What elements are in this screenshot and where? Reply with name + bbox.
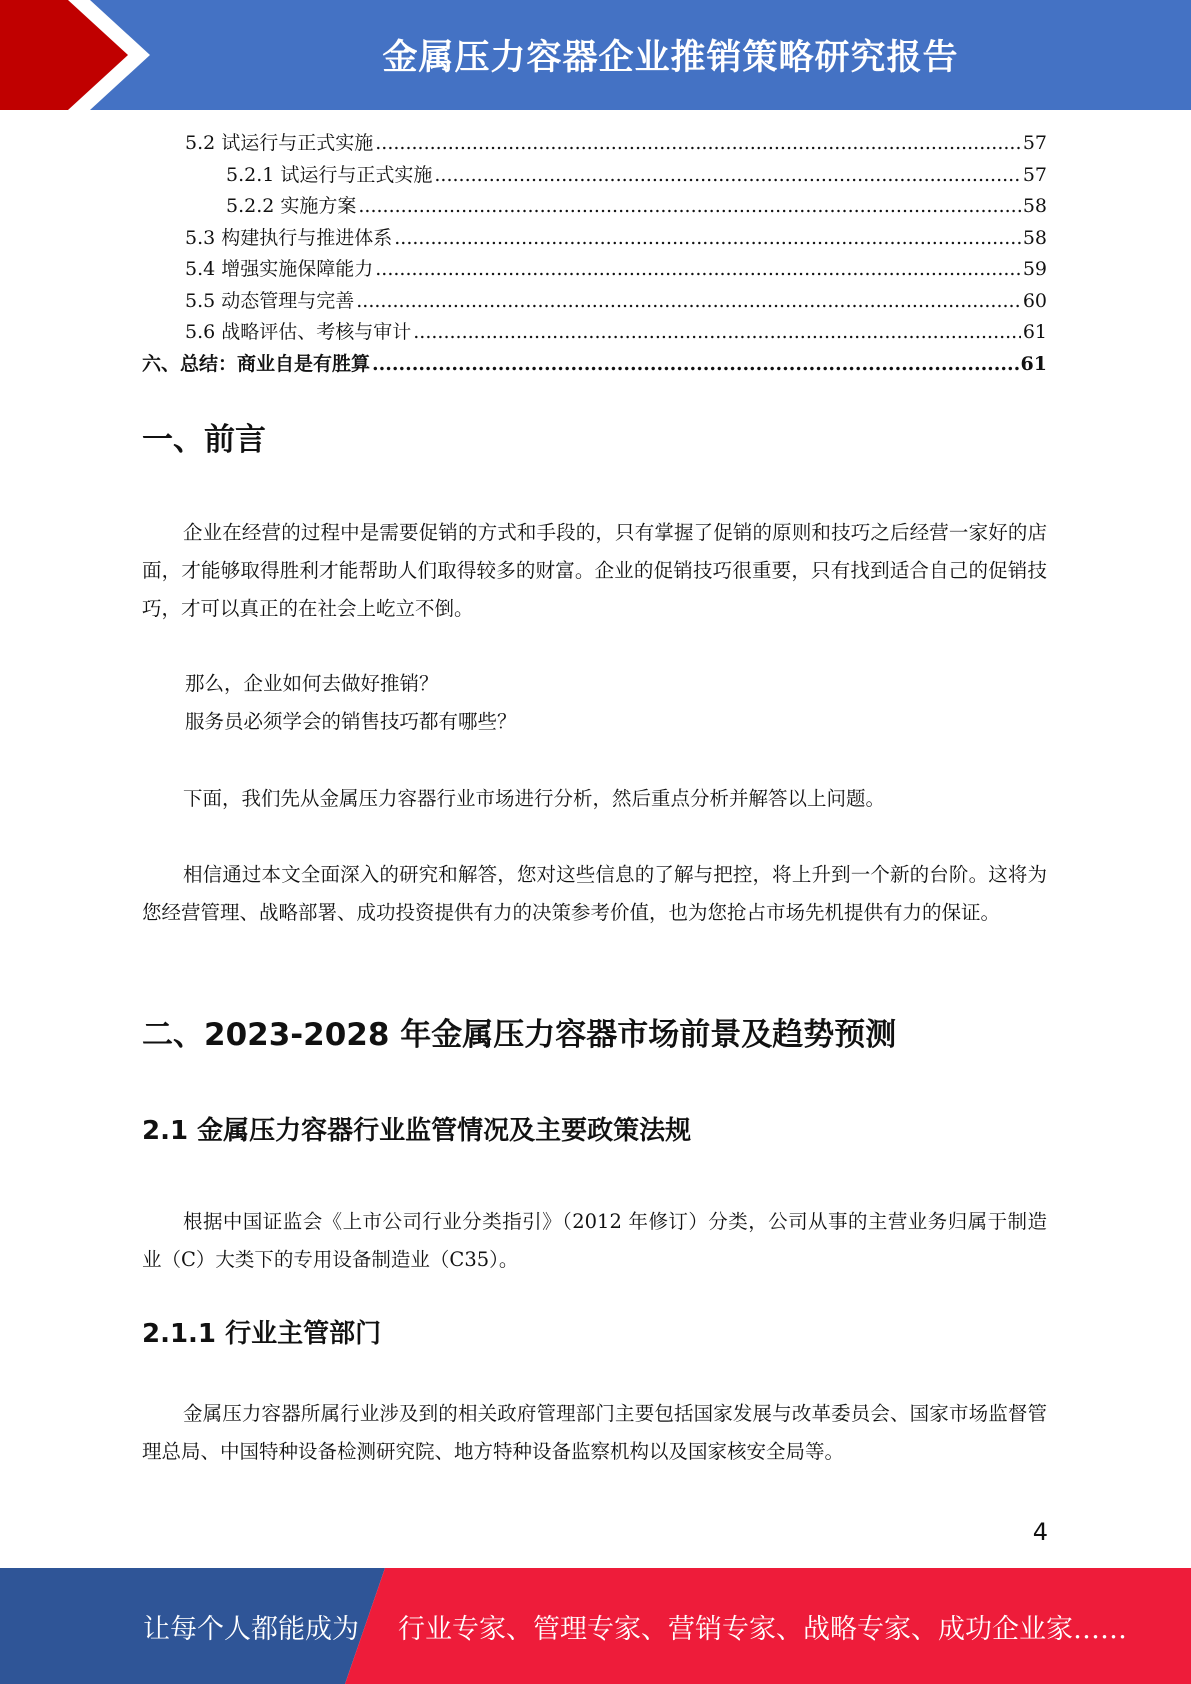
section-heading-foreword: 一、前言	[142, 422, 266, 458]
footer-slogan-left: 让每个人都能成为	[143, 1613, 359, 1645]
page-number: 4	[1032, 1518, 1048, 1546]
toc-leader-dots	[375, 128, 1021, 160]
paragraph-value: 相信通过本文全面深入的研究和解答，您对这些信息的了解与把控，将上升到一个新的台阶。这将为您经营管理、战略部署、成功投资提供有力的决策参考价值，也为您抢占市场先机提供有力的保证。	[142, 863, 1047, 924]
toc-entry-label: 5.6 战略评估、考核与审计	[185, 321, 412, 343]
toc-entry-page: 57	[1022, 163, 1047, 186]
footer-slogan-right: 行业专家、管理专家、营销专家、战略专家、成功企业家……	[398, 1613, 1127, 1645]
toc-entry[interactable]	[142, 223, 1047, 255]
toc-entry[interactable]	[142, 317, 1047, 349]
toc-entry-label: 5.4 增强实施保障能力	[185, 258, 374, 280]
page-header	[0, 0, 1191, 110]
toc-entry-page: 58	[1022, 226, 1047, 249]
question-line-2: 服务员必须学会的销售技巧都有哪些？	[185, 710, 517, 733]
toc-leader-dots	[394, 223, 1021, 255]
toc-entry-page: 60	[1022, 289, 1047, 312]
toc-entry-page: 61	[1020, 352, 1047, 375]
toc-leader-dots	[356, 286, 1021, 318]
toc-leader-dots	[413, 317, 1021, 349]
toc-entry[interactable]	[142, 254, 1047, 286]
paragraph-analysis-intro: 下面，我们先从金属压力容器行业市场进行分析，然后重点分析并解答以上问题。	[183, 787, 886, 810]
header-arrow-decoration	[0, 0, 160, 110]
toc-entry-label: 5.5 动态管理与完善	[185, 289, 355, 312]
page-footer	[0, 1568, 1191, 1684]
subsection-heading-regulation: 2.1 金属压力容器行业监管情况及主要政策法规	[142, 1116, 692, 1146]
section-heading-market-outlook: 二、2023-2028 年金属压力容器市场前景及趋势预测	[142, 1017, 897, 1053]
toc-entry[interactable]	[142, 349, 1047, 381]
toc-leader-dots	[434, 160, 1020, 192]
toc-entry-label: 六、总结：商业自是有胜算	[142, 352, 371, 375]
toc-entry-page: 58	[1022, 195, 1047, 217]
paragraph-authorities: 金属压力容器所属行业涉及到的相关政府管理部门主要包括国家发展与改革委员会、国家市场监督管理总局、中国特种设备检测研究院、地方特种设备监察机构以及国家核安全局等。	[142, 1402, 1047, 1463]
paragraph-intro: 企业在经营的过程中是需要促销的方式和手段的，只有掌握了促销的原则和技巧之后经营一家好的店面，才能够取得胜利才能帮助人们取得较多的财富。企业的促销技巧很重要，只有找到适合自己的促销技巧，才可以真正的在社会上屹立不倒。	[142, 521, 1047, 620]
toc-entry[interactable]	[142, 191, 1047, 223]
toc-leader-dots	[372, 349, 1019, 381]
toc-entry[interactable]	[142, 160, 1047, 192]
toc-leader-dots	[375, 254, 1021, 286]
toc-entry[interactable]	[142, 286, 1047, 318]
toc-entry-page: 59	[1022, 258, 1047, 280]
toc-entry-label: 5.2.1 试运行与正式实施	[226, 163, 433, 186]
report-title: 金属压力容器企业推销策略研究报告	[382, 38, 959, 78]
paragraph-industry-classification: 根据中国证监会《上市公司行业分类指引》（2012 年修订）分类，公司从事的主营业务归属于制造业（C）大类下的专用设备制造业（C35）。	[142, 1210, 1047, 1271]
toc-entry[interactable]	[142, 128, 1047, 160]
toc-entry-label: 5.2 试运行与正式实施	[185, 132, 374, 154]
question-line-1: 那么，企业如何去做好推销？	[185, 672, 439, 695]
toc-entry-page: 61	[1022, 321, 1047, 343]
table-of-contents	[142, 128, 1047, 380]
toc-entry-label: 5.2.2 实施方案	[226, 195, 357, 217]
toc-entry-page: 57	[1022, 132, 1047, 154]
toc-leader-dots	[358, 191, 1020, 223]
toc-entry-label: 5.3 构建执行与推进体系	[185, 226, 393, 249]
subsection-heading-authorities: 2.1.1 行业主管部门	[142, 1319, 382, 1349]
